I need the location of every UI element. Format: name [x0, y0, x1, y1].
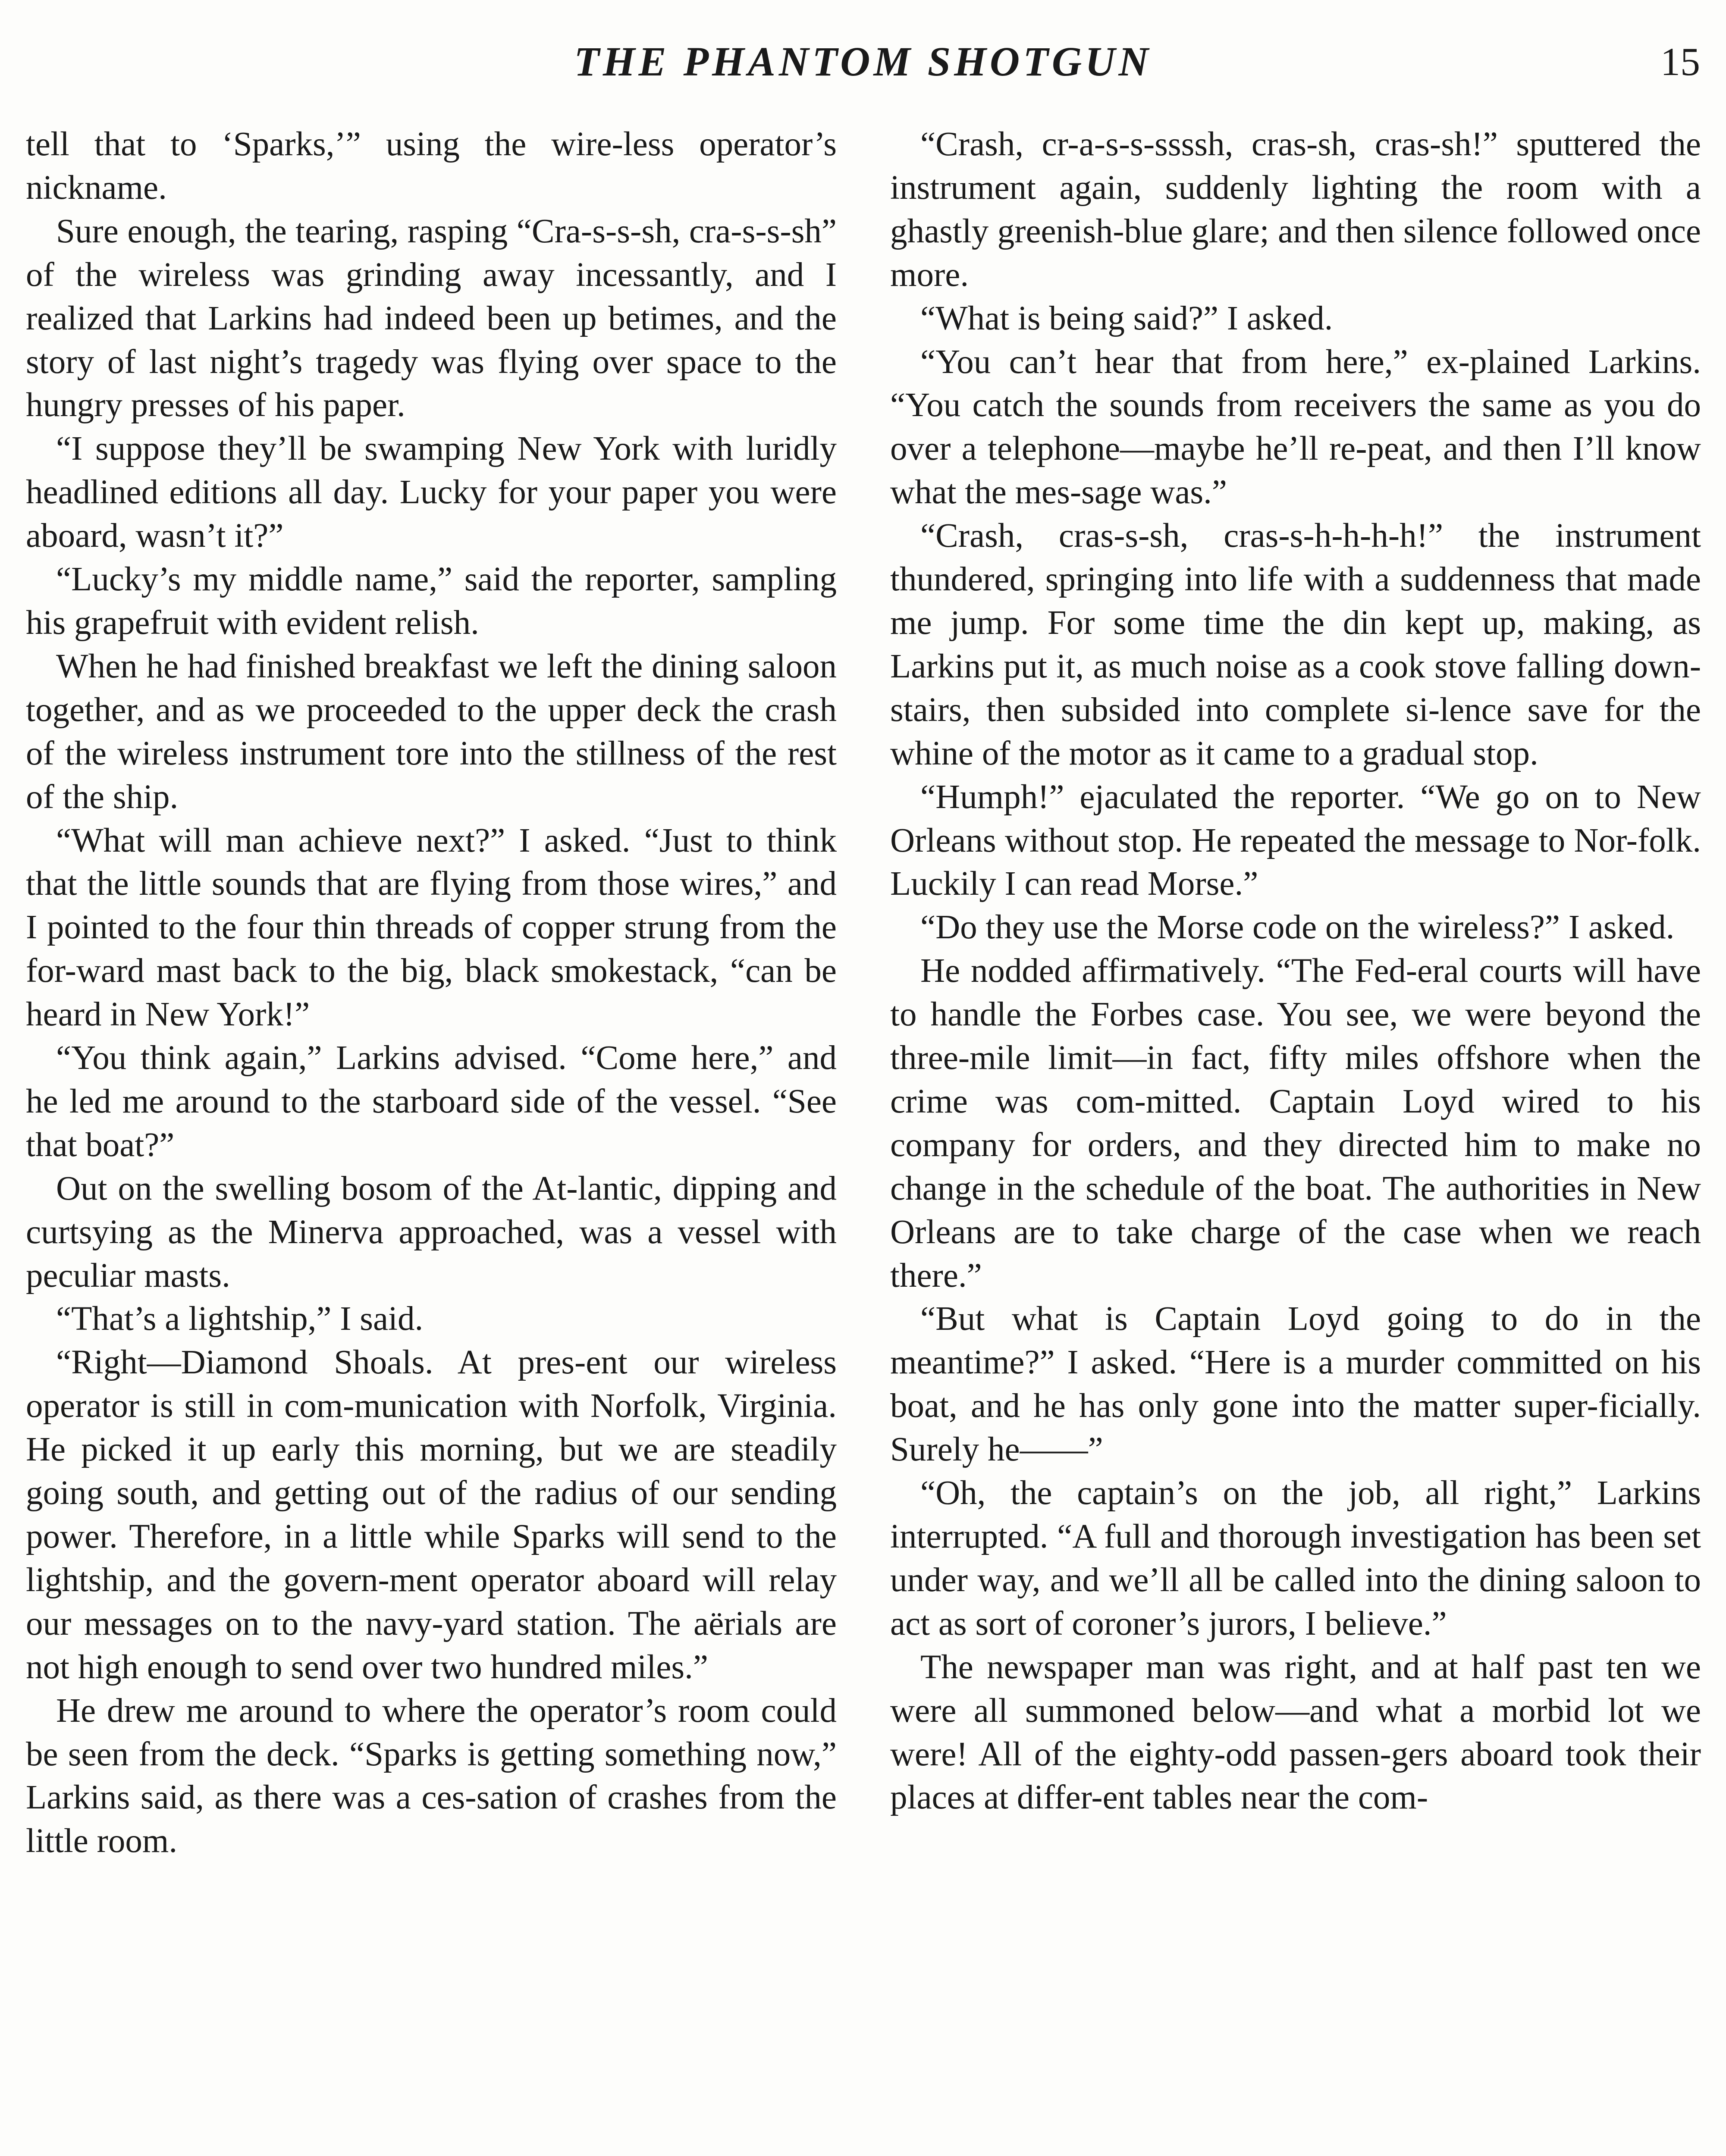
paragraph: tell that to ‘Sparks,’” using the wire-less operator’s nickname. — [26, 125, 837, 207]
right-column — [890, 123, 1701, 2156]
paragraph: “You think again,” Larkins advised. “Come here,” and he led me around to the starboard side of the vessel. “See that boat?” — [26, 1039, 837, 1164]
paragraph: “But what is Captain Loyd going to do in the meantime?” I asked. “Here is a murder committed on his boat, and he has only gone into the matter super-ficially. Surely he——” — [890, 1300, 1701, 1469]
paragraph: “Crash, cras-s-sh, cras-s-h-h-h-h!” the instrument thundered, springing into life with a suddenness that made me jump. For some time the din kept up, making, as Larkins put it, as much noise as a cook stove falling down-stairs, then subsided into complete si-lence save for the whine of the motor as it came to a gradual stop. — [890, 517, 1701, 772]
paragraph: “Crash, cr-a-s-s-ssssh, cras-sh, cras-sh!” sputtered the instrument again, suddenly lighting the room with a ghastly greenish-blue glare; and then silence followed once more. — [890, 125, 1701, 294]
paragraph: Out on the swelling bosom of the At-lantic, dipping and curtsying as the Minerva approached, was a vessel with peculiar masts. — [26, 1169, 837, 1294]
paragraph: “Right—Diamond Shoals. At pres-ent our wireless operator is still in com-munication with Norfolk, Virginia. He picked it up early this morning, but we are steadily going south, and getting out of the radius of our sending power. Therefore, in a little while Sparks will send to the lightship, and the govern-ment operator aboard will relay our messages on to the navy-yard station. The aërials are not high enough to send over two hundred miles.” — [26, 1344, 837, 1686]
paragraph: “Oh, the captain’s on the job, all right,” Larkins interrupted. “A full and thorough investigation has been set under way, and we’ll all be called into the dining saloon to act as sort of coroner’s jurors, I believe.” — [890, 1474, 1701, 1642]
paragraph: Sure enough, the tearing, rasping “Cra-s-s-sh, cra-s-s-sh” of the wireless was grinding away incessantly, and I realized that Larkins had indeed been up betimes, and the story of last night’s tragedy was flying over space to the hungry presses of his paper. — [26, 212, 837, 424]
paragraph: The newspaper man was right, and at half past ten we were all summoned below—and what a morbid lot we were! All of the eighty-odd passen-gers aboard took their places at differ-ent tables near the com- — [890, 1648, 1701, 1817]
paragraph: He drew me around to where the operator’s room could be seen from the deck. “Sparks is getting something now,” Larkins said, as there was a ces-sation of crashes from the little room. — [26, 1692, 837, 1860]
running-title: THE PHANTOM SHOTGUN — [574, 38, 1152, 85]
paragraph: “What is being said?” I asked. — [920, 299, 1333, 337]
paragraph: “You can’t hear that from here,” ex-plained Larkins. “You catch the sounds from receivers the same as you do over a telephone—maybe he’ll re-peat, and then I’ll know what the mes-sage was.” — [890, 343, 1701, 511]
paragraph: “What will man achieve next?” I asked. “Just to think that the little sounds that are flying from those wires,” and I pointed to the four thin threads of copper strung from the for-ward mast back to the big, black smokestack, “can be heard in New York!” — [26, 821, 837, 1034]
page-number: 15 — [1660, 40, 1700, 84]
paragraph: When he had finished breakfast we left the dining saloon together, and as we proceeded to the upper deck the crash of the wireless instrument tore into the stillness of the rest of the ship. — [26, 647, 837, 816]
paragraph: “Lucky’s my middle name,” said the reporter, sampling his grapefruit with evident relish. — [26, 561, 837, 642]
paragraph: “Do they use the Morse code on the wireless?” I asked. — [920, 909, 1675, 946]
paragraph: “That’s a lightship,” I said. — [56, 1300, 424, 1338]
paragraph: “Humph!” ejaculated the reporter. “We go on to New Orleans without stop. He repeated the message to Nor-folk. Luckily I can read Morse.” — [890, 778, 1701, 903]
paragraph: He nodded affirmatively. “The Fed-eral courts will have to handle the Forbes case. You see, we were beyond the three-mile limit—in fact, fifty miles offshore when the crime was com-mitted. Captain Loyd wired to his company for orders, and they directed him to make no change in the schedule of the boat. The authorities in New Orleans are to take charge of the case when we reach there.” — [890, 952, 1701, 1294]
paragraph: “I suppose they’ll be swamping New York with luridly headlined editions all day. Lucky for your paper you were aboard, wasn’t it?” — [26, 430, 837, 555]
running-head — [0, 34, 1726, 90]
left-column — [26, 123, 837, 2156]
